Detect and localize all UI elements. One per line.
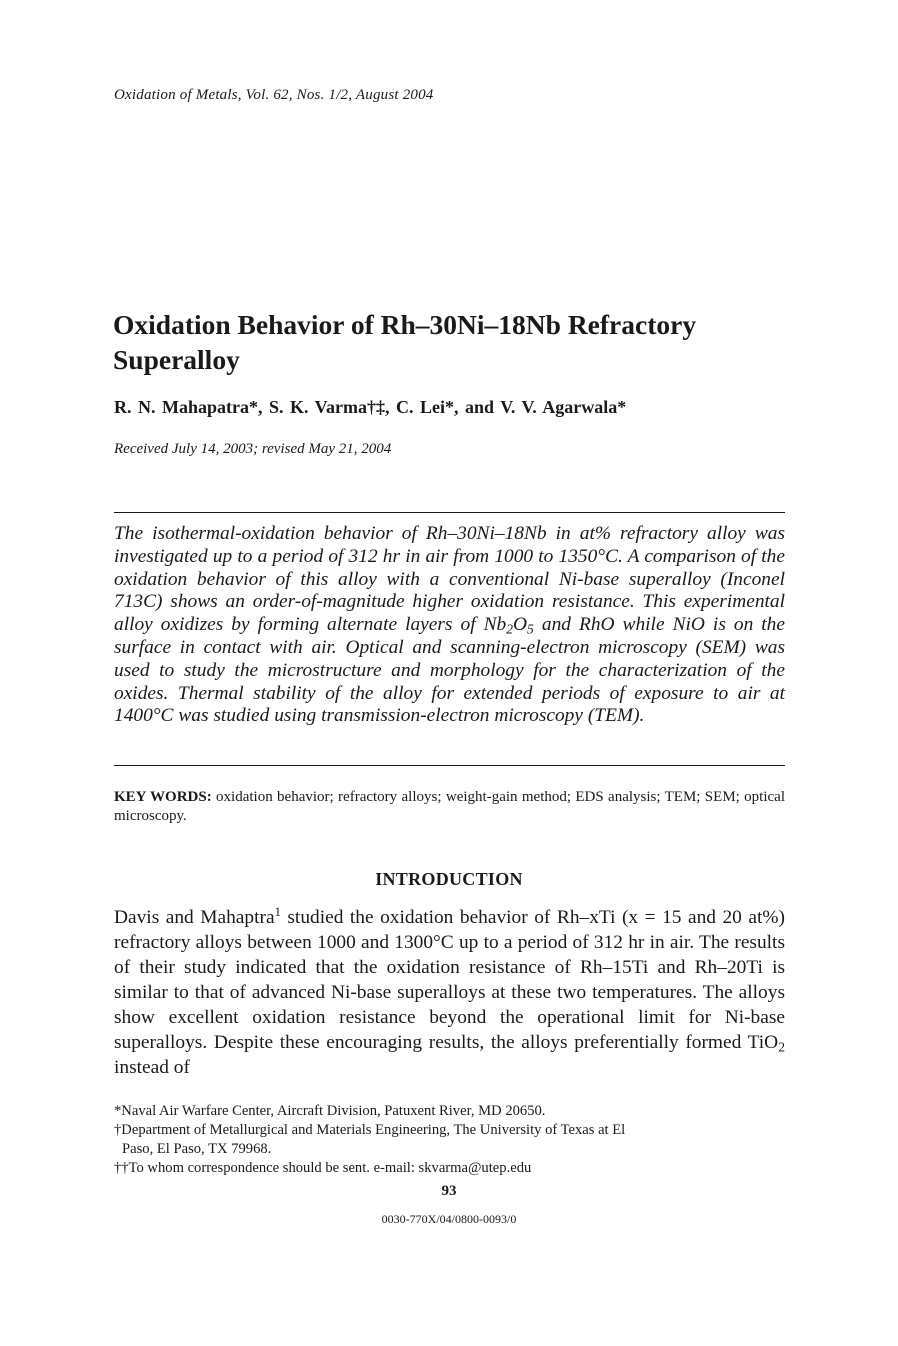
abstract-text-2: O [513, 614, 528, 636]
intro-text-1: Davis and Mahaptra [114, 907, 275, 928]
intro-text-3: instead of [114, 1057, 190, 1078]
footnote-affiliation-2-line-2: Paso, El Paso, TX 79968. [122, 1141, 272, 1157]
page-number: 93 [441, 1183, 457, 1199]
abstract-subscript-1: 2 [506, 621, 514, 637]
article-title-line-2: Superalloy [113, 344, 240, 375]
footnotes [114, 1102, 785, 1178]
keywords-label: KEY WORDS: [114, 789, 212, 805]
keywords-text: oxidation behavior; refractory alloys; weight-gain method; EDS analysis; TEM; SEM; optical microscopy. [114, 789, 785, 824]
abstract-text-1: The isothermal-oxidation behavior of Rh–30Ni–18Nb in at% refractory alloy was investigated up to a period of 312 hr in air from 1000 to 1350°C. A comparison of the oxidation behavior of this alloy with a conventional Ni-base superalloy (Inconel 713C) shows an order-of-magnitude higher oxidation resistance. This experimental alloy oxidizes by forming alternate layers of Nb [114, 523, 785, 636]
journal-citation: Oxidation of Metals, Vol. 62, Nos. 1/2, August 2004 [114, 87, 434, 103]
footnote-affiliation-1: *Naval Air Warfare Center, Aircraft Division, Patuxent River, MD 20650. [114, 1103, 546, 1119]
abstract-bottom-rule [114, 765, 785, 766]
abstract [114, 523, 785, 728]
citation-reference[interactable]: 1 [274, 905, 281, 920]
received-dates: Received July 14, 2003; revised May 21, 2004 [114, 441, 392, 457]
section-heading-introduction: INTRODUCTION [375, 869, 523, 889]
document-code: 0030-770X/04/0800-0093/0 [381, 1212, 517, 1226]
article-title [113, 307, 793, 377]
author-list: R. N. Mahapatra*, S. K. Varma†‡, C. Lei*, and V. V. Agarwala* [114, 397, 627, 417]
article-title-line-1: Oxidation Behavior of Rh–30Ni–18Nb Refractory [113, 309, 697, 340]
abstract-text-3: and RhO while NiO is on the surface in contact with air. Optical and scanning-electron microscopy (SEM) was used to study the microstructure and morphology for the characterization of the oxides. Thermal stability of the alloy for extended periods of exposure to air at 1400°C was studied using transmission-electron microscopy (TEM). [114, 614, 785, 727]
intro-subscript: 2 [778, 1039, 785, 1055]
abstract-subscript-2: 5 [527, 621, 534, 637]
keywords [114, 788, 785, 826]
introduction-paragraph [114, 905, 785, 1080]
intro-text-2: studied the oxidation behavior of Rh–xTi (x = 15 and 20 at%) refractory alloys between 1000 and 1300°C up to a period of 312 hr in air. The results of their study indicated that the oxidation resistance of Rh–15Ti and Rh–20Ti is similar to that of advanced Ni-base superalloys at these two temperatures. The alloys show excellent oxidation resistance beyond the operational limit for Ni-base superalloys. Despite these encouraging results, the alloys preferentially formed TiO [114, 907, 785, 1053]
footnote-correspondence: ††To whom correspondence should be sent. e-mail: skvarma@utep.edu [114, 1160, 532, 1176]
abstract-top-rule [114, 512, 785, 513]
footnote-affiliation-2-line-1: †Department of Metallurgical and Materials Engineering, The University of Texas at El [114, 1122, 626, 1138]
